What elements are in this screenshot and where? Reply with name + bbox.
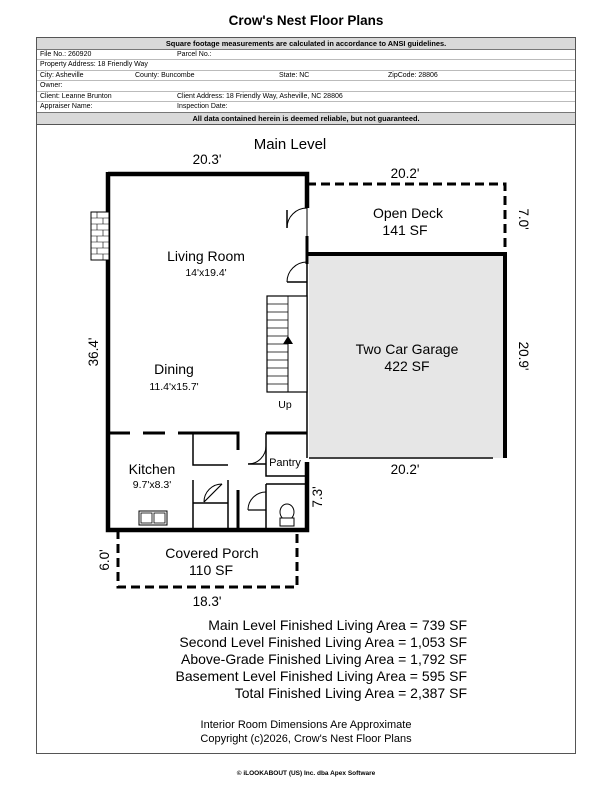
zip: ZipCode: 28806 (388, 71, 438, 79)
deck-area: 141 SF (382, 222, 428, 238)
dim-top: 20.3' (192, 152, 222, 167)
dining-size: 11.4'x15.7' (149, 381, 199, 393)
owner: Owner: (40, 82, 63, 90)
copyright-note: Copyright (c)2026, Crow's Nest Floor Plans (200, 733, 412, 745)
ansi-notice: Square footage measurements are calculated in accordance to ANSI guidelines. (37, 38, 575, 50)
reliability-notice: All data contained herein is deemed reliable, but not guaranteed. (37, 112, 575, 124)
city: City: Asheville (40, 71, 84, 79)
state: State: NC (279, 71, 310, 79)
porch-label: Covered Porch (165, 545, 259, 561)
kitchen-label: Kitchen (128, 461, 176, 477)
living-room-size: 14'x19.4' (185, 267, 227, 279)
pantry-walls (266, 433, 307, 476)
summary-above-grade: Above-Grade Finished Living Area = 1,792 SF (180, 651, 467, 667)
appraiser: Appraiser Name: (40, 102, 93, 110)
county: County: Buncombe (135, 71, 195, 79)
summary-basement-level: Basement Level Finished Living Area = 595 SF (175, 668, 467, 684)
kitchen-cabinet-wall (193, 433, 228, 465)
software-credit: © iLOOKABOUT (US) Inc. dba Apex Software (236, 770, 376, 777)
parcel-no: Parcel No.: (177, 51, 212, 58)
kitchen-size: 9.7'x8.3' (132, 479, 172, 491)
bath-door-swing (248, 492, 266, 510)
page-title: Crow's Nest Floor Plans (228, 13, 384, 28)
client-address: Client Address: 18 Friendly Way, Asheville, NC 28806 (177, 92, 343, 100)
toilet-tank-icon (280, 518, 294, 526)
dim-left: 36.4' (86, 337, 101, 367)
dim-pantry-side: 7.3' (310, 486, 325, 508)
kitchen-top-wall (108, 433, 238, 450)
summary-total: Total Finished Living Area = 2,387 SF (234, 685, 467, 701)
dim-garage-bottom: 20.2' (390, 462, 420, 477)
client: Client: Leanne Brunton (40, 92, 112, 100)
dining-label: Dining (154, 361, 194, 377)
deck-door-swing (287, 208, 307, 228)
pantry-door-swing (248, 446, 266, 464)
level-title: Main Level (253, 136, 327, 153)
dim-porch-left: 6.0' (97, 549, 112, 571)
summary-main-level: Main Level Finished Living Area = 739 SF (208, 617, 467, 633)
file-no: File No.: 260920 (40, 51, 92, 58)
approx-note: Interior Room Dimensions Are Approximate (200, 719, 412, 731)
porch-area: 110 SF (188, 562, 234, 578)
summary-second-level: Second Level Finished Living Area = 1,053 SF (179, 634, 467, 650)
garage-area: 422 SF (384, 358, 430, 374)
garage-label: Two Car Garage (355, 341, 459, 357)
property-address: Property Address: 18 Friendly Way (40, 61, 148, 69)
house-top-wall (108, 174, 307, 208)
inspection-date: Inspection Date: (177, 102, 228, 110)
dim-garage-right: 20.9' (516, 341, 531, 371)
living-room-label: Living Room (167, 248, 245, 264)
stairs-up-label: Up (278, 399, 292, 411)
dim-deck-right: 7.0' (516, 208, 531, 230)
dim-porch-bottom: 18.3' (192, 594, 222, 609)
deck-label: Open Deck (372, 205, 444, 221)
pantry-label: Pantry (269, 457, 301, 469)
dim-deck-top: 20.2' (390, 166, 420, 181)
garage-door-swing (287, 262, 307, 282)
